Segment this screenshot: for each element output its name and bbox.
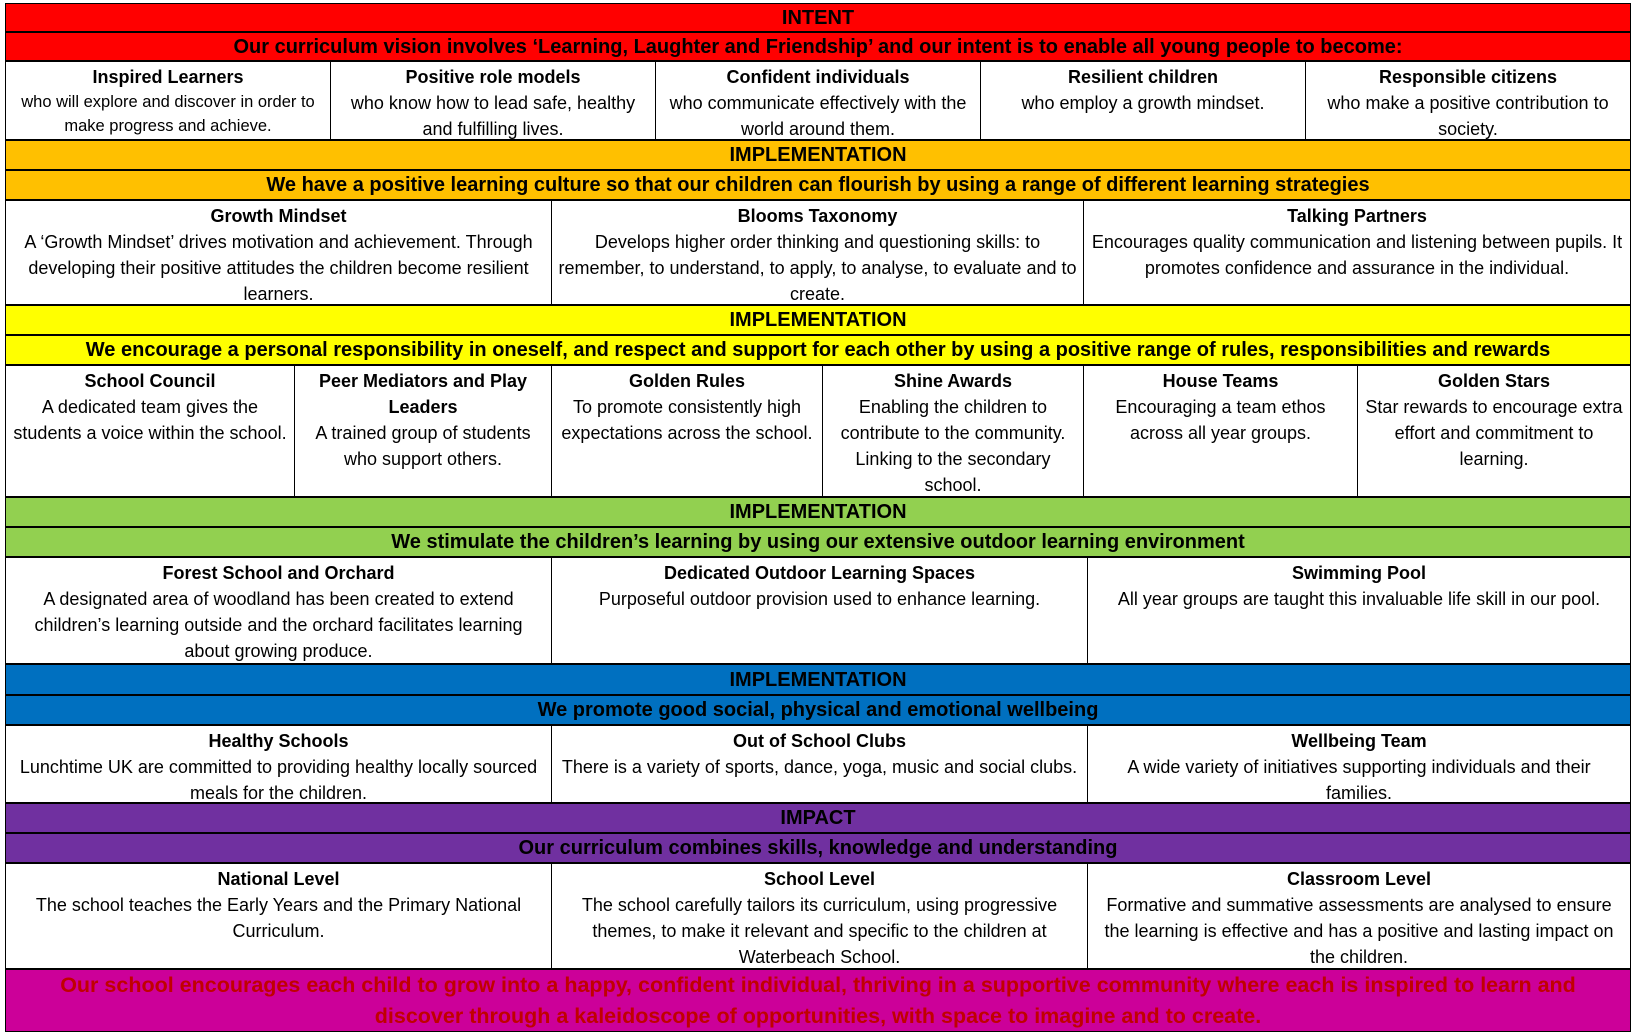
cell-title: House Teams bbox=[1162, 371, 1279, 391]
cell-text: The school teaches the Early Years and the Primary National Curriculum. bbox=[35, 895, 522, 941]
cell-title: School Council bbox=[84, 371, 216, 391]
intent-statement-text: Our curriculum vision involves ‘Learning, Laughter and Friendship’ and our intent is to enable all young people to become: bbox=[233, 35, 1403, 58]
cell-title: Peer Mediators and Play Leaders bbox=[318, 371, 528, 417]
cell-text: A wide variety of initiatives supporting individuals and their families. bbox=[1127, 757, 1591, 802]
intent-cell-positive-role-models bbox=[331, 62, 656, 139]
impl3-statement bbox=[5, 527, 1631, 557]
cell-title: Blooms Taxonomy bbox=[737, 206, 898, 226]
impl1-heading-text: IMPLEMENTATION bbox=[729, 144, 907, 166]
cell-text: Star rewards to encourage extra effort and commitment to learning. bbox=[1365, 397, 1623, 469]
cell-text: who make a positive contribution to society. bbox=[1327, 93, 1609, 139]
intent-statement bbox=[5, 32, 1631, 61]
impl2-statement bbox=[5, 335, 1631, 365]
impact-cell-national-level bbox=[6, 864, 552, 968]
impl1-cell-growth-mindset bbox=[6, 201, 552, 304]
cell-text: The school carefully tailors its curriculum, using progressive themes, to make it relevant and specific to the children at Waterbeach School. bbox=[581, 895, 1058, 967]
impl3-heading bbox=[5, 497, 1631, 527]
cell-title: Swimming Pool bbox=[1291, 563, 1426, 583]
cell-text: Encourages quality communication and listening between pupils. It promotes confidence and assurance in the individual. bbox=[1091, 232, 1623, 278]
impl1-statement bbox=[5, 170, 1631, 200]
closing-statement-text: Our school encourages each child to grow into a happy, confident individual, thriving in a supportive community where each is inspired to learn and discover through a kaleidoscope of opportunities, with space to imagine and to create. bbox=[60, 972, 1576, 1028]
cell-title: Out of School Clubs bbox=[733, 731, 906, 751]
cell-text: To promote consistently high expectations across the school. bbox=[561, 397, 813, 443]
cell-title: Confident individuals bbox=[726, 67, 910, 87]
cell-title: Golden Rules bbox=[628, 371, 745, 391]
cell-text: Purposeful outdoor provision used to enhance learning. bbox=[598, 589, 1041, 609]
intent-heading bbox=[5, 3, 1631, 32]
cell-title: Forest School and Orchard bbox=[162, 563, 395, 583]
cell-title: Inspired Learners bbox=[92, 67, 244, 87]
cell-title: School Level bbox=[763, 869, 876, 889]
cell-title: Growth Mindset bbox=[210, 206, 347, 226]
intent-cell-inspired-learners bbox=[6, 62, 331, 139]
impl3-row bbox=[5, 557, 1631, 664]
impl3-statement-text: We stimulate the children’s learning by using our extensive outdoor learning environment bbox=[391, 531, 1245, 553]
impl2-statement-text: We encourage a personal responsibility in oneself, and respect and support for each other by using a positive range of rules, responsibilities and rewards bbox=[85, 339, 1551, 361]
cell-title: Positive role models bbox=[405, 67, 581, 87]
cell-text: A dedicated team gives the students a voice within the school. bbox=[13, 397, 287, 443]
impl4-statement bbox=[5, 695, 1631, 725]
impl2-cell-golden-stars bbox=[1358, 366, 1630, 496]
impact-cell-school-level bbox=[552, 864, 1088, 968]
cell-text: Enabling the children to contribute to the community. Linking to the secondary school. bbox=[840, 397, 1066, 495]
impl1-row bbox=[5, 200, 1631, 305]
cell-text: Encouraging a team ethos across all year groups. bbox=[1115, 397, 1326, 443]
impl4-statement-text: We promote good social, physical and emotional wellbeing bbox=[537, 699, 1099, 721]
impl1-heading bbox=[5, 140, 1631, 170]
impl4-heading-text: IMPLEMENTATION bbox=[729, 668, 907, 691]
cell-title: Resilient children bbox=[1067, 67, 1219, 87]
cell-text: Formative and summative assessments are analysed to ensure the learning is effective and has a positive and lasting impact on the children. bbox=[1104, 895, 1614, 967]
impl4-cell-healthy-schools bbox=[6, 726, 552, 802]
cell-title: Healthy Schools bbox=[208, 731, 349, 751]
impl3-cell-outdoor-learning-spaces bbox=[552, 558, 1088, 663]
impact-heading bbox=[5, 803, 1631, 833]
cell-text: Lunchtime UK are committed to providing healthy locally sourced meals for the children. bbox=[19, 757, 538, 802]
impl2-cell-peer-mediators bbox=[295, 366, 552, 496]
cell-text: All year groups are taught this invaluable life skill in our pool. bbox=[1117, 589, 1601, 609]
cell-text: A trained group of students who support others. bbox=[315, 423, 531, 469]
intent-cell-responsible-citizens bbox=[1306, 62, 1630, 139]
cell-title: Responsible citizens bbox=[1378, 67, 1558, 87]
impl1-statement-text: We have a positive learning culture so that our children can flourish by using a range of different learning strategies bbox=[266, 174, 1370, 196]
cell-text: who will explore and discover in order to make progress and achieve. bbox=[21, 93, 315, 135]
impl4-cell-wellbeing-team bbox=[1088, 726, 1630, 802]
cell-title: Wellbeing Team bbox=[1291, 731, 1427, 751]
impact-statement bbox=[5, 833, 1631, 863]
cell-title: National Level bbox=[217, 869, 340, 889]
impl2-cell-shine-awards bbox=[823, 366, 1084, 496]
impact-heading-text: IMPACT bbox=[780, 807, 856, 829]
cell-text: A designated area of woodland has been created to extend children’s learning outside and the orchard facilitates learning about growing produce. bbox=[34, 589, 523, 661]
cell-text: A ‘Growth Mindset’ drives motivation and achievement. Through developing their positive attitudes the children become resilient learners. bbox=[24, 232, 533, 304]
impl3-cell-forest-school bbox=[6, 558, 552, 663]
impl2-heading bbox=[5, 305, 1631, 335]
cell-title: Dedicated Outdoor Learning Spaces bbox=[663, 563, 976, 583]
intent-row bbox=[5, 61, 1631, 140]
impact-row bbox=[5, 863, 1631, 969]
impl4-cell-out-of-school-clubs bbox=[552, 726, 1088, 802]
cell-text: who employ a growth mindset. bbox=[1021, 93, 1265, 113]
impl3-cell-swimming-pool bbox=[1088, 558, 1630, 663]
impl2-cell-golden-rules bbox=[552, 366, 823, 496]
impl2-cell-house-teams bbox=[1084, 366, 1358, 496]
intent-cell-resilient-children bbox=[981, 62, 1306, 139]
impl4-heading bbox=[5, 664, 1631, 695]
impl2-cell-school-council bbox=[6, 366, 295, 496]
cell-text: There is a variety of sports, dance, yoga, music and social clubs. bbox=[561, 757, 1078, 777]
intent-heading-text: INTENT bbox=[781, 6, 855, 29]
impl2-row bbox=[5, 365, 1631, 497]
impl2-heading-text: IMPLEMENTATION bbox=[729, 309, 907, 331]
intent-cell-confident-individuals bbox=[656, 62, 981, 139]
impl3-heading-text: IMPLEMENTATION bbox=[729, 501, 907, 523]
impl4-row bbox=[5, 725, 1631, 803]
cell-title: Classroom Level bbox=[1286, 869, 1432, 889]
cell-text: Develops higher order thinking and questioning skills: to remember, to understand, to apply, to analyse, to evaluate and to create. bbox=[558, 232, 1077, 304]
cell-text: who communicate effectively with the world around them. bbox=[669, 93, 967, 139]
cell-title: Golden Stars bbox=[1437, 371, 1551, 391]
cell-text: who know how to lead safe, healthy and fulfilling lives. bbox=[350, 93, 636, 139]
impact-statement-text: Our curriculum combines skills, knowledge and understanding bbox=[518, 837, 1118, 859]
cell-title: Shine Awards bbox=[893, 371, 1013, 391]
cell-title: Talking Partners bbox=[1287, 206, 1427, 226]
impl1-cell-talking-partners bbox=[1084, 201, 1630, 304]
impl1-cell-blooms-taxonomy bbox=[552, 201, 1084, 304]
impact-cell-classroom-level bbox=[1088, 864, 1630, 968]
closing-statement bbox=[5, 969, 1631, 1032]
